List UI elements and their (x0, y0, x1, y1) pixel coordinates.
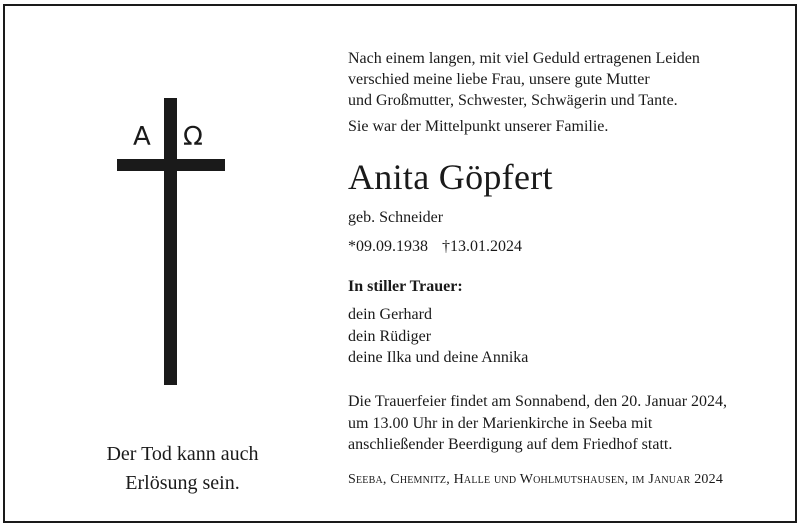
obituary-frame (3, 4, 797, 523)
motto (65, 440, 300, 498)
funeral-line: um 13.00 Uhr in der Marienkirche in Seeba mit (348, 414, 653, 432)
intro-line: und Großmutter, Schwester, Schwägerin und Tante. (348, 92, 678, 109)
center-line: Sie war der Mittelpunkt unserer Familie. (348, 118, 609, 135)
life-dates (348, 238, 522, 256)
funeral-line: anschließender Beerdigung auf dem Friedhof statt. (348, 436, 673, 453)
mourner-line: dein Rüdiger (348, 327, 432, 345)
intro-text (348, 48, 700, 111)
places-and-date: Seeba, Chemnitz, Halle und Wohlmutshausen, im Januar 2024 (348, 472, 724, 487)
deceased-name: Anita Göpfert (348, 157, 553, 197)
death-date: †13.01.2024 (442, 238, 522, 255)
motto-line-1: Der Tod kann auch (106, 443, 259, 465)
omega-symbol: Ω (183, 122, 203, 152)
motto-line-2: Erlösung sein. (125, 472, 240, 494)
cross-vertical-beam (164, 98, 177, 385)
funeral-info (348, 391, 727, 456)
funeral-line: Die Trauerfeier findet am Sonnabend, den 20. Januar 2024, (348, 393, 728, 410)
birth-date: *09.09.1938 (348, 238, 428, 255)
alpha-symbol: Α (133, 122, 151, 152)
intro-line: Nach einem langen, mit viel Geduld ertragenen Leiden (348, 50, 700, 67)
cross-horizontal-beam (117, 159, 225, 171)
mourners-list (348, 304, 528, 369)
mourner-line: dein Gerhard (348, 306, 432, 323)
maiden-name: geb. Schneider (348, 209, 444, 226)
mourners-heading: In stiller Trauer: (348, 278, 463, 295)
mourner-line: deine Ilka und deine Annika (348, 349, 529, 366)
intro-line: verschied meine liebe Frau, unsere gute Mutter (348, 71, 650, 88)
